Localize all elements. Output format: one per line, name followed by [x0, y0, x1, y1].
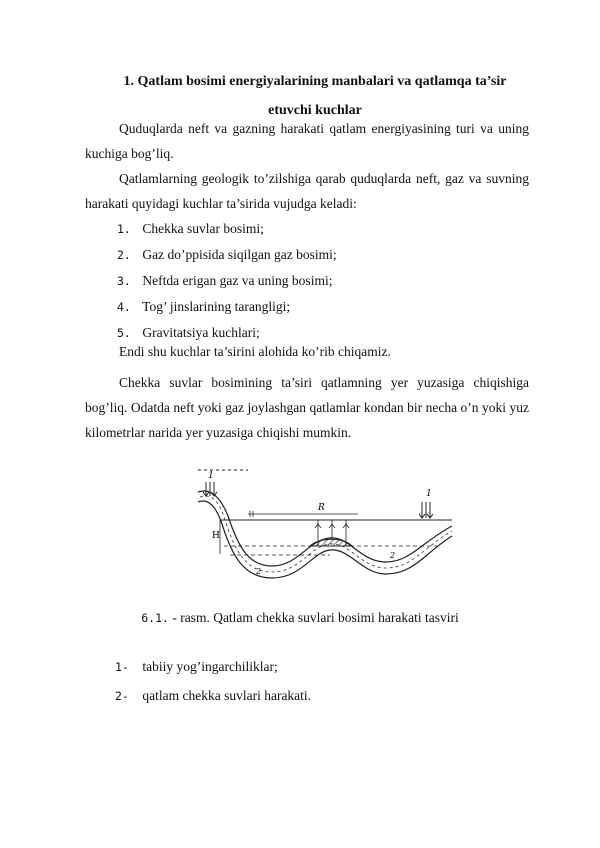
list-item-number: 4.	[117, 300, 131, 314]
rain-arrows-right	[419, 502, 433, 518]
forces-list	[117, 216, 337, 346]
list-item-number: 2.	[117, 248, 131, 262]
title-line-2: etuvchi kuchlar	[268, 103, 362, 118]
list-item-text: Tog’ jinslarining tarangligi;	[142, 299, 291, 314]
paragraph-intro: Quduqlarda neft va gazning harakati qatlam energiyasining turi va uning kuchiga bog’liq.	[85, 121, 529, 161]
list-item-number: 5.	[117, 326, 131, 340]
reservoir-diagram	[190, 462, 460, 582]
legend-item-text: tabiiy yog’ingarchiliklar;	[142, 659, 278, 674]
list-item	[117, 294, 337, 320]
list-item-text: Neftda erigan gaz va uning bosimi;	[142, 273, 333, 288]
list-item-text: Gaz do’ppisida siqilgan gaz bosimi;	[142, 247, 337, 262]
figure-legend	[115, 652, 311, 710]
legend-item-text: qatlam chekka suvlari harakati.	[142, 688, 312, 703]
label-r: R	[318, 503, 325, 513]
list-item-text: Gravitatsiya kuchlari;	[142, 325, 260, 340]
label-1-right: 1	[426, 489, 432, 499]
label-1-left: 1	[208, 471, 214, 481]
list-item-text: Chekka suvlar bosimi;	[142, 221, 264, 236]
figure-caption	[0, 610, 600, 626]
legend-item	[115, 652, 311, 681]
label-2-left: 2	[256, 567, 262, 576]
paragraph-transition: Endi shu kuchlar ta’sirini alohida ko’rib chiqamiz.	[119, 344, 391, 359]
caption-text: - rasm. Qatlam chekka suvlari bosimi harakati tasviri	[172, 610, 459, 625]
legend-item	[115, 681, 311, 710]
list-item	[117, 216, 337, 242]
label-h: H	[212, 531, 220, 541]
label-2-right: 2	[390, 551, 396, 560]
list-item-number: 3.	[117, 274, 131, 288]
title-line-1: 1. Qatlam bosimi energiyalarining manbalari va qatlamqa ta’sir	[123, 74, 507, 89]
caption-number: 6.1.	[141, 611, 169, 625]
legend-item-number: 2-	[115, 689, 129, 703]
list-item-number: 1.	[117, 222, 131, 236]
paragraph-edge-water: Chekka suvlar bosimining ta’siri qatlamning yer yuzasiga chiqishiga bog’liq. Odatda neft yoki gaz joylashgan qatlamlar kondan bir necha o’n yoki yuz kilometrlar narida yer yuzasiga chiqishi mumkin.	[85, 375, 529, 440]
paragraph-forces-intro: Qatlamlarning geologik to’zilshiga qarab quduqlarda neft, gaz va suvning harakati quyidagi kuchlar ta’sirida vujudga keladi:	[85, 171, 529, 211]
rain-arrows-left	[203, 482, 217, 496]
legend-item-number: 1-	[115, 660, 129, 674]
list-item	[117, 320, 337, 346]
list-item	[117, 242, 337, 268]
list-item	[117, 268, 337, 294]
